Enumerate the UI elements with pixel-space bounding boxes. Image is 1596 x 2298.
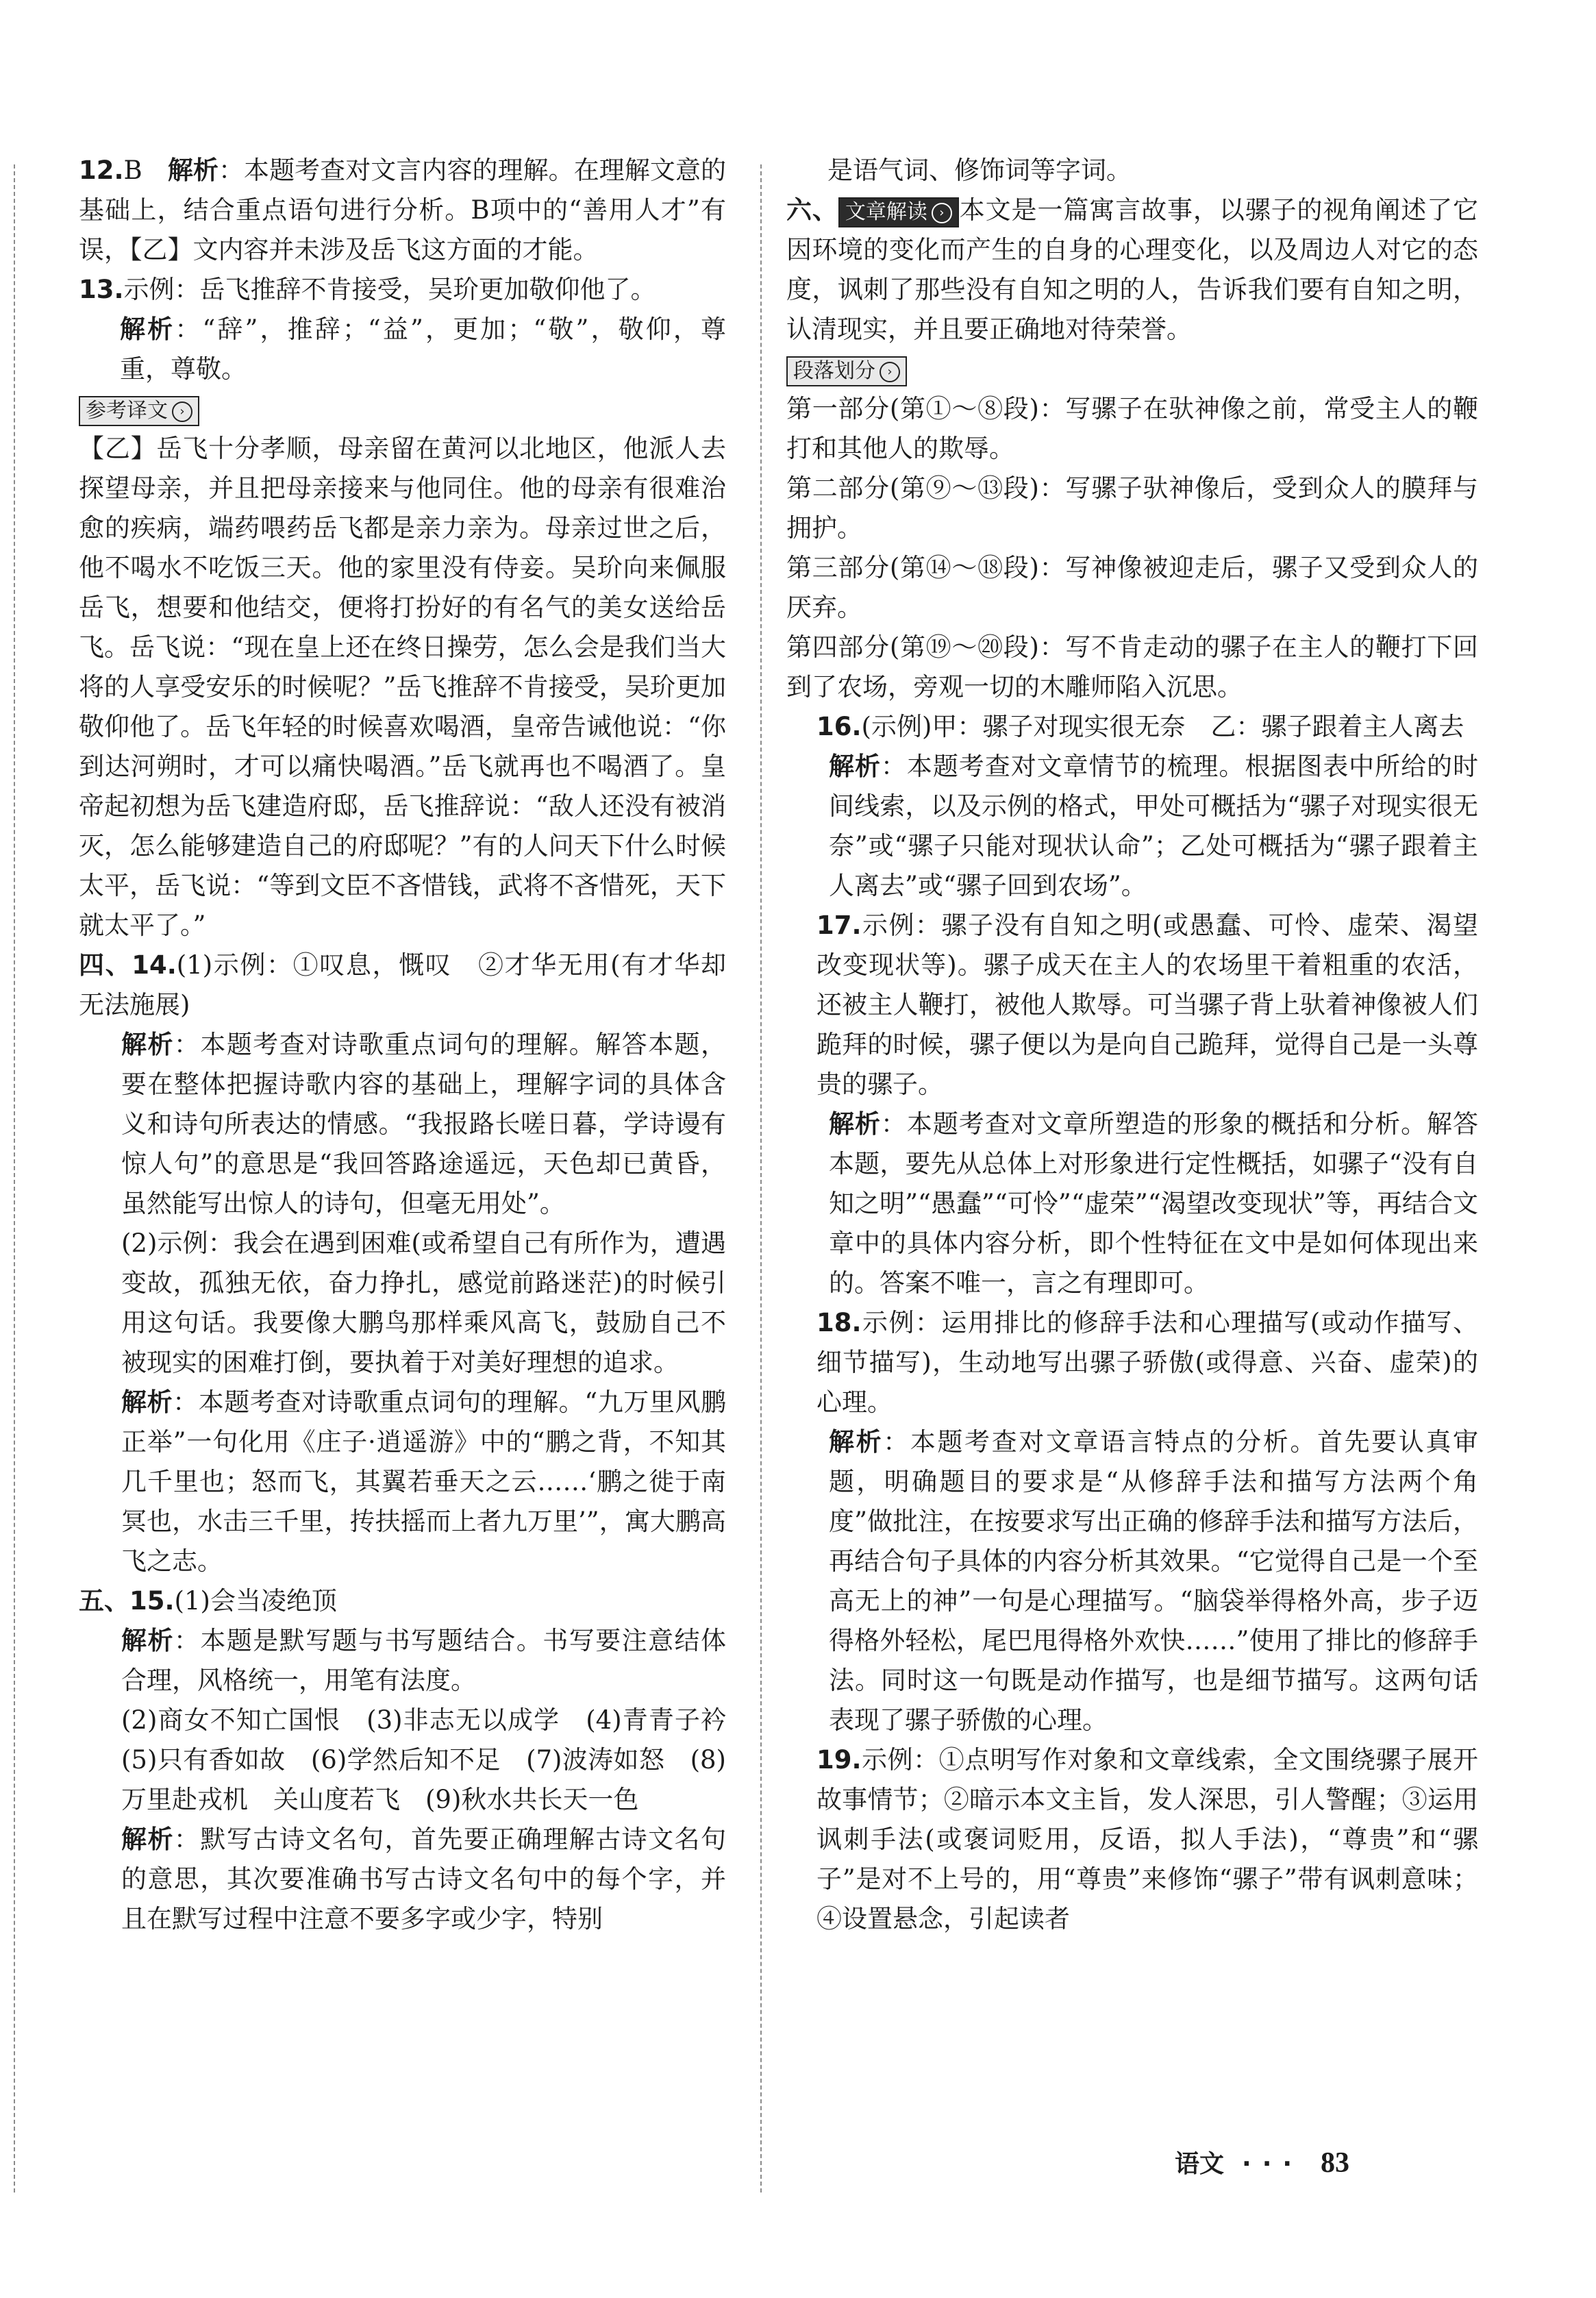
question-15-analysis-2 xyxy=(79,1820,726,1939)
answer: 示例：①点明写作对象和文章线索，全文围绕骡子展开故事情节；②暗示本文主旨，发人深思，引人警醒；③运用讽刺手法(或褒词贬用，反语，拟人手法)，“尊贵”和“骡子”是对不上号的，用“尊贵”来修饰“骡子”带有讽刺意味；④设置悬念，引起读者 xyxy=(816,1745,1478,1933)
question-number: 17. xyxy=(816,911,862,940)
section-heading: 六、 xyxy=(786,195,838,225)
analysis-label: 解析 xyxy=(829,1427,884,1457)
arrow-icon: › xyxy=(880,362,900,382)
analysis-label: 解析 xyxy=(121,1030,174,1059)
question-15-answer-2: (2)商女不知亡国恨 (3)非志无以成学 (4)青青子衿 (5)只有香如故 (6)学然后知不足 (7)波涛如怒 (8)万里赴戎机 关山度若飞 (9)秋水共长天一色 xyxy=(121,1705,751,1814)
part-3: 第三部分(第⑭～⑱段)：写神像被迎走后，骡子又受到众人的厌弃。 xyxy=(786,553,1478,622)
question-13-analysis xyxy=(79,310,726,389)
answer: (示例)甲：骡子对现实很无奈 乙：骡子跟着主人离去 xyxy=(861,712,1464,741)
answer-1: (1)示例：①叹息，慨叹 ②才华无用(有才华却无法施展) xyxy=(79,950,726,1020)
analysis-text: ：本题考查对文章语言特点的分析。首先要认真审题，明确题目的要求是“从修辞手法和描写方法两个角度”做批注，在按要求写出正确的修辞手法和描写方法后，再结合句子具体的内容分析其效果。“它觉得自己是一个至高无上的神”一句是心理描写。“脑袋举得格外高，步子迈得格外轻松，尾巴甩得格外欢快……”使用了排比的修辞手法。同时这一句既是动作描写，也是细节描写。这两句话表现了骡子骄傲的心理。 xyxy=(829,1427,1478,1735)
answer-1: (1)会当凌绝顶 xyxy=(174,1586,337,1616)
analysis-label: 解析 xyxy=(829,1109,881,1139)
question-15-analysis-1 xyxy=(79,1621,726,1701)
section-heading: 四、 xyxy=(79,950,132,980)
analysis-text: ：本题考查对文章情节的梳理。根据图表中所给的时间线索，以及示例的格式，甲处可概括为“骡子对现实很无奈”或“骡子只能对现状认命”；乙处可概括为“骡子跟着主人离去”或“骡子回到农场”。 xyxy=(829,752,1479,900)
paragraph-division-tag xyxy=(786,349,1478,389)
question-13 xyxy=(79,270,726,310)
part-2: 第二部分(第⑨～⑬段)：写骡子驮神像后，受到众人的膜拜与拥护。 xyxy=(786,473,1478,543)
article-reading-tag xyxy=(838,197,959,227)
question-16 xyxy=(786,707,1478,747)
arrow-icon: › xyxy=(172,401,192,422)
question-14-answer-2: (2)示例：我会在遇到困难(或希望自己有所作为，遭遇变故，孤独无依，奋力挣扎，感觉前路迷茫)的时候引用这句话。我要像大鹏鸟那样乘风高飞，鼓励自己不被现实的困难打倒，要执着于对美好理想的追求。 xyxy=(121,1228,726,1377)
analysis-text: ：本题考查对诗歌重点词句的理解。“九万里风鹏正举”一句化用《庄子·逍遥游》中的“鹏之背，不知其几千里也；怒而飞，其翼若垂天之云……‘鹏之徙于南冥也，水击三千里，抟扶摇而上者九万里’”，寓大鹏高飞之志。 xyxy=(121,1387,726,1576)
analysis-text: ：“辞”，推辞；“益”，更加；“敬”，敬仰，尊重，尊敬。 xyxy=(120,314,726,384)
question-number: 19. xyxy=(816,1745,862,1775)
article-reading-tag-label: 文章解读 xyxy=(845,200,927,224)
question-14-analysis-2 xyxy=(79,1383,726,1581)
section-6 xyxy=(786,190,1478,349)
part-1: 第一部分(第①～⑧段)：写骡子在驮神像之前，常受主人的鞭打和其他人的欺辱。 xyxy=(786,394,1478,463)
question-number: 15. xyxy=(129,1586,175,1616)
question-15 xyxy=(79,1581,726,1621)
answer: 示例：运用排比的修辞手法和心理描写(或动作描写、细节描写)，生动地写出骡子骄傲(或得意、兴奋、虚荣)的心理。 xyxy=(816,1308,1478,1417)
analysis-label: 解析 xyxy=(121,1825,174,1854)
question-16-analysis xyxy=(786,747,1478,906)
left-margin-divider xyxy=(14,164,15,2192)
analysis-label: 解析 xyxy=(121,1626,174,1655)
column-divider xyxy=(760,164,762,2192)
analysis-label: 解析 xyxy=(121,1387,173,1417)
answer: B xyxy=(123,156,142,185)
question-number: 18. xyxy=(816,1308,862,1337)
question-14-analysis-1 xyxy=(79,1025,726,1224)
left-column xyxy=(79,151,751,1939)
analysis-text: ：本题考查对文言内容的理解。在理解文意的基础上，结合重点语句进行分析。B项中的“善用人才”有误，【乙】文内容并未涉及岳飞这方面的才能。 xyxy=(79,156,727,264)
right-column xyxy=(786,151,1478,1939)
translation-text: 【乙】岳飞十分孝顺，母亲留在黄河以北地区，他派人去探望母亲，并且把母亲接来与他同住。他的母亲有很难治愈的疾病，端药喂药岳飞都是亲力亲为。母亲过世之后，他不喝水不吃饭三天。他的家里没有侍妾。吴玠向来佩服岳飞，想要和他结交，便将打扮好的有名气的美女送给岳飞。岳飞说：“现在皇上还在终日操劳，怎么会是我们当大将的人享受安乐的时候呢？”岳飞推辞不肯接受，吴玠更加敬仰他了。岳飞年轻的时候喜欢喝酒，皇帝告诫他说：“你到达河朔时，才可以痛快喝酒。”岳飞就再也不喝酒了。皇帝起初想为岳飞建造府邸，岳飞推辞说：“敌人还没有被消灭，怎么能够建造自己的府邸呢？”有的人问天下什么时候太平，岳飞说：“等到文臣不吝惜钱，武将不吝惜死，天下就太平了。” xyxy=(79,434,726,940)
paragraph-division-label: 段落划分 xyxy=(793,359,875,383)
translation-tag xyxy=(79,389,726,429)
page-footer xyxy=(1175,2143,1421,2184)
question-18 xyxy=(786,1303,1478,1422)
analysis-text: ：本题考查对诗歌重点词句的理解。解答本题，要在整体把握诗歌内容的基础上，理解字词的具体含义和诗句所表达的情感。“我报路长嗟日暮，学诗谩有惊人句”的意思是“我回答路途遥远，天色却已黄昏，虽然能写出惊人的诗句，但毫无用处”。 xyxy=(121,1030,727,1218)
question-12 xyxy=(79,151,726,270)
answer: 示例：骡子没有自知之明(或愚蠢、可怜、虚荣、渴望改变现状等)。骡子成天在主人的农场里干着粗重的农活，还被主人鞭打，被他人欺辱。可当骡子背上驮着神像被人们跪拜的时候，骡子便以为是向自己跪拜，觉得自己是一头尊贵的骡子。 xyxy=(816,911,1478,1099)
arrow-icon: › xyxy=(932,203,952,223)
analysis-text: ：默写古诗文名句，首先要正确理解古诗文名句的意思，其次要准确书写古诗文名句中的每个字，并且在默写过程中注意不要多字或少字，特别 xyxy=(121,1825,727,1933)
section-heading: 五、 xyxy=(79,1586,129,1616)
question-19 xyxy=(786,1740,1478,1939)
question-17 xyxy=(786,906,1478,1104)
analysis-label: 解析 xyxy=(167,156,219,185)
page-number: 83 xyxy=(1321,2147,1350,2179)
question-18-analysis xyxy=(786,1422,1478,1740)
part-4: 第四部分(第⑲～⑳段)：写不肯走动的骡子在主人的鞭打下回到了农场，旁观一切的木雕师陷入沉思。 xyxy=(786,632,1478,702)
analysis-label: 解析 xyxy=(829,752,881,781)
article-reading-text: 本文是一篇寓言故事，以骡子的视角阐述了它因环境的变化而产生的自身的心理变化，以及周边人对它的态度，讽刺了那些没有自知之明的人，告诉我们要有自知之明，认清现实，并且要正确地对待荣誉。 xyxy=(786,195,1479,344)
continued-text: 是语气词、修饰词等字词。 xyxy=(827,156,1132,185)
translation-tag-label: 参考译文 xyxy=(86,399,168,423)
question-number: 12. xyxy=(79,156,124,185)
subject-label: 语文 xyxy=(1175,2150,1225,2178)
question-number: 13. xyxy=(79,275,124,304)
question-number: 14. xyxy=(132,950,177,980)
footer-dots: ··· xyxy=(1242,2150,1304,2178)
question-17-analysis xyxy=(786,1104,1478,1303)
answer: 示例：岳飞推辞不肯接受，吴玠更加敬仰他了。 xyxy=(123,275,656,304)
analysis-text: ：本题考查对文章所塑造的形象的概括和分析。解答本题，要先从总体上对形象进行定性概括，如骡子“没有自知之明”“愚蠢”“可怜”“虚荣”“渴望改变现状”等，再结合文章中的具体内容分析，即个性特征在文中是如何体现出来的。答案不唯一，言之有理即可。 xyxy=(829,1109,1479,1298)
analysis-label: 解析 xyxy=(120,314,175,344)
analysis-text: ：本题是默写题与书写题结合。书写要注意结体合理，风格统一，用笔有法度。 xyxy=(121,1626,727,1695)
question-number: 16. xyxy=(816,712,862,741)
question-14 xyxy=(79,946,726,1025)
